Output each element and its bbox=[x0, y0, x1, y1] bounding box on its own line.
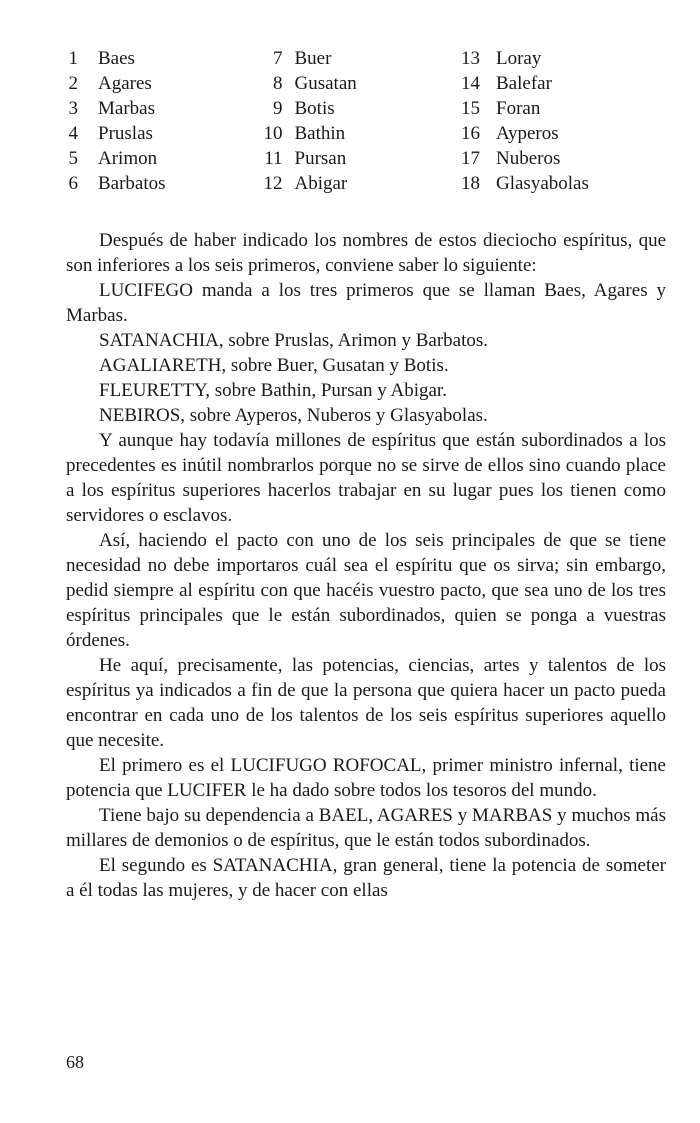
spirit-entry bbox=[456, 121, 626, 146]
spirit-number: 1 bbox=[68, 48, 78, 69]
spirit-entry bbox=[456, 171, 626, 196]
paragraph: Tiene bajo su dependencia a BAEL, AGARES y MARBAS y muchos más millares de demonios o de espíritus, que le están todos subordinados. bbox=[66, 805, 666, 851]
spirit-name: Baes bbox=[98, 48, 135, 69]
spirit-name-list bbox=[66, 46, 626, 196]
spirit-column-3 bbox=[456, 46, 626, 196]
paragraph: Así, haciendo el pacto con uno de los seis principales de que se tiene necesidad no debe importaros cuál sea el espíritu que os sirva; sin embargo, pedid siempre al espíritu con que hacéis vuestro pacto, que sea uno de los tres espíritus principales que le están subordinados, quien se ponga a vuestras órdenes. bbox=[66, 530, 666, 651]
paragraph: FLEURETTY, sobre Bathin, Pursan y Abigar. bbox=[99, 380, 447, 401]
spirit-entry bbox=[259, 71, 454, 96]
paragraph: Y aunque hay todavía millones de espíritus que están subordinados a los precedentes es inútil nombrarlos porque no se sirve de ellos sino cuando place a los espíritus superiores hacerlos trabajar en su lugar pues los tienen como servidores o esclavos. bbox=[66, 430, 666, 526]
spirit-name: Foran bbox=[496, 98, 541, 119]
spirit-entry bbox=[456, 46, 626, 71]
spirit-name: Abigar bbox=[294, 173, 348, 194]
spirit-entry bbox=[66, 146, 256, 171]
spirit-number: 15 bbox=[461, 98, 480, 119]
spirit-name: Pursan bbox=[294, 148, 347, 169]
spirit-entry bbox=[456, 96, 626, 121]
spirit-name: Agares bbox=[98, 73, 152, 94]
spirit-name: Buer bbox=[294, 48, 332, 69]
spirit-entry bbox=[66, 71, 256, 96]
paragraph: Después de haber indicado los nombres de estos dieciocho espíritus, que son inferiores a los seis primeros, conviene saber lo siguiente: bbox=[66, 230, 666, 276]
spirit-number: 6 bbox=[68, 173, 78, 194]
spirit-number: 7 bbox=[273, 48, 283, 69]
spirit-name: Glasyabolas bbox=[496, 173, 589, 194]
spirit-name: Gusatan bbox=[294, 73, 357, 94]
spirit-number: 5 bbox=[68, 148, 78, 169]
spirit-entry bbox=[66, 96, 256, 121]
spirit-column-2 bbox=[259, 46, 454, 196]
spirit-number: 11 bbox=[264, 148, 283, 169]
spirit-number: 10 bbox=[263, 123, 283, 144]
spirit-name: Pruslas bbox=[98, 123, 153, 144]
spirit-number: 12 bbox=[263, 173, 283, 194]
spirit-number: 18 bbox=[461, 173, 480, 194]
spirit-entry bbox=[456, 71, 626, 96]
spirit-number: 16 bbox=[461, 123, 480, 144]
spirit-name: Balefar bbox=[496, 73, 552, 94]
spirit-name: Loray bbox=[496, 48, 542, 69]
spirit-column-1 bbox=[66, 46, 256, 196]
spirit-entry bbox=[259, 96, 454, 121]
body-text bbox=[66, 228, 666, 903]
spirit-entry bbox=[66, 171, 256, 196]
paragraph: SATANACHIA, sobre Pruslas, Arimon y Barbatos. bbox=[99, 330, 489, 351]
spirit-entry bbox=[259, 46, 454, 71]
paragraph: He aquí, precisamente, las potencias, ciencias, artes y talentos de los espíritus ya indicados a fin de que la persona que quiera hacer un pacto pueda encontrar en cada uno de los talentos de los seis espíritus superiores aquello que necesite. bbox=[66, 655, 666, 751]
spirit-name: Ayperos bbox=[496, 123, 559, 144]
spirit-number: 14 bbox=[461, 73, 480, 94]
paragraph: AGALIARETH, sobre Buer, Gusatan y Botis. bbox=[99, 355, 449, 376]
spirit-entry bbox=[259, 171, 454, 196]
spirit-entry bbox=[259, 121, 454, 146]
spirit-entry bbox=[66, 46, 256, 71]
spirit-entry bbox=[456, 146, 626, 171]
spirit-entry bbox=[66, 121, 256, 146]
page-content bbox=[66, 46, 666, 903]
spirit-number: 4 bbox=[68, 123, 78, 144]
spirit-entry bbox=[259, 146, 454, 171]
spirit-name: Bathin bbox=[294, 123, 346, 144]
paragraph: El segundo es SATANACHIA, gran general, tiene la potencia de someter a él todas las mujeres, y de hacer con ellas bbox=[66, 855, 666, 901]
paragraph: El primero es el LUCIFUGO ROFOCAL, primer ministro infernal, tiene potencia que LUCIFER le ha dado sobre todos los tesoros del mundo. bbox=[66, 755, 666, 801]
spirit-number: 2 bbox=[68, 73, 78, 94]
spirit-number: 17 bbox=[461, 148, 480, 169]
spirit-name: Marbas bbox=[98, 98, 155, 119]
spirit-number: 13 bbox=[461, 48, 480, 69]
page-number: 68 bbox=[66, 1052, 84, 1072]
spirit-name: Botis bbox=[294, 98, 335, 119]
spirit-name: Barbatos bbox=[98, 173, 166, 194]
paragraph: NEBIROS, sobre Ayperos, Nuberos y Glasyabolas. bbox=[99, 405, 488, 426]
spirit-name: Arimon bbox=[98, 148, 158, 169]
spirit-number: 8 bbox=[273, 73, 283, 94]
spirit-number: 3 bbox=[68, 98, 78, 119]
spirit-number: 9 bbox=[273, 98, 283, 119]
paragraph: LUCIFEGO manda a los tres primeros que se llaman Baes, Agares y Marbas. bbox=[66, 280, 666, 326]
spirit-name: Nuberos bbox=[496, 148, 561, 169]
